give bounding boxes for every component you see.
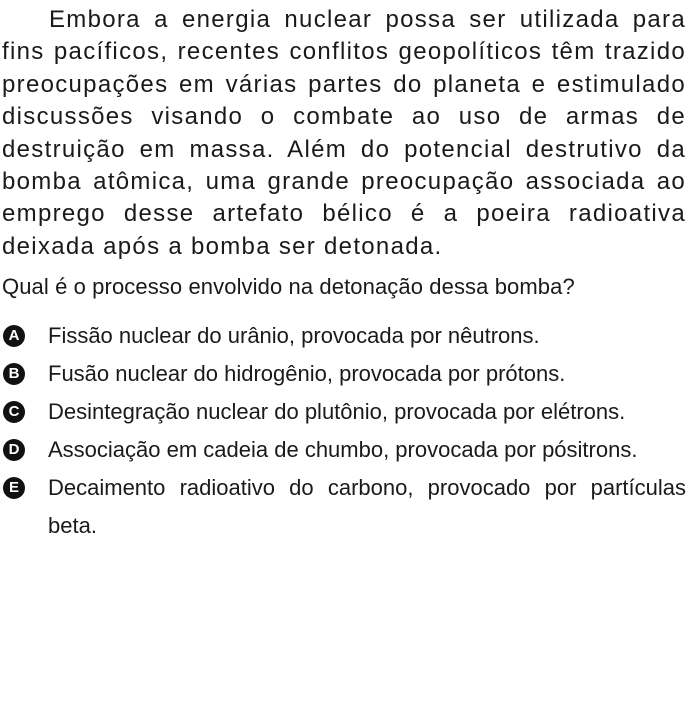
option-c[interactable] bbox=[2, 393, 686, 431]
option-d-text: Associação em cadeia de chumbo, provocada por pósitrons. bbox=[48, 437, 638, 463]
option-e-letter-badge: E bbox=[3, 477, 25, 499]
option-b[interactable] bbox=[2, 355, 686, 393]
option-e-text: Decaimento radioativo do carbono, provocado por partículas beta. bbox=[48, 475, 686, 539]
option-d-letter-badge: D bbox=[3, 439, 25, 461]
option-a-text: Fissão nuclear do urânio, provocada por nêutrons. bbox=[48, 323, 540, 349]
option-d[interactable] bbox=[2, 431, 686, 469]
option-c-text: Desintegração nuclear do plutônio, provocada por elétrons. bbox=[48, 399, 626, 425]
option-b-letter-badge: B bbox=[3, 363, 25, 385]
option-a-letter-badge: A bbox=[3, 325, 25, 347]
option-e[interactable] bbox=[2, 469, 686, 545]
question-page bbox=[2, 0, 686, 545]
question-stem: Qual é o processo envolvido na detonação dessa bomba? bbox=[2, 274, 575, 300]
passage-text: Embora a energia nuclear possa ser utilizada para fins pacíficos, recentes conflitos geopolíticos têm trazido preocupações em várias partes do planeta e estimulado discussões visando o combate ao uso de armas de destruição em massa. Além do potencial destrutivo da bomba atômica, uma grande preocupação associada ao emprego desse artefato bélico é a poeira radioativa deixada após a bomba ser detonada. bbox=[2, 6, 686, 260]
option-c-letter-badge: C bbox=[3, 401, 25, 423]
option-b-text: Fusão nuclear do hidrogênio, provocada por prótons. bbox=[48, 361, 566, 387]
option-a[interactable] bbox=[2, 317, 686, 355]
answer-options-list bbox=[2, 317, 686, 545]
